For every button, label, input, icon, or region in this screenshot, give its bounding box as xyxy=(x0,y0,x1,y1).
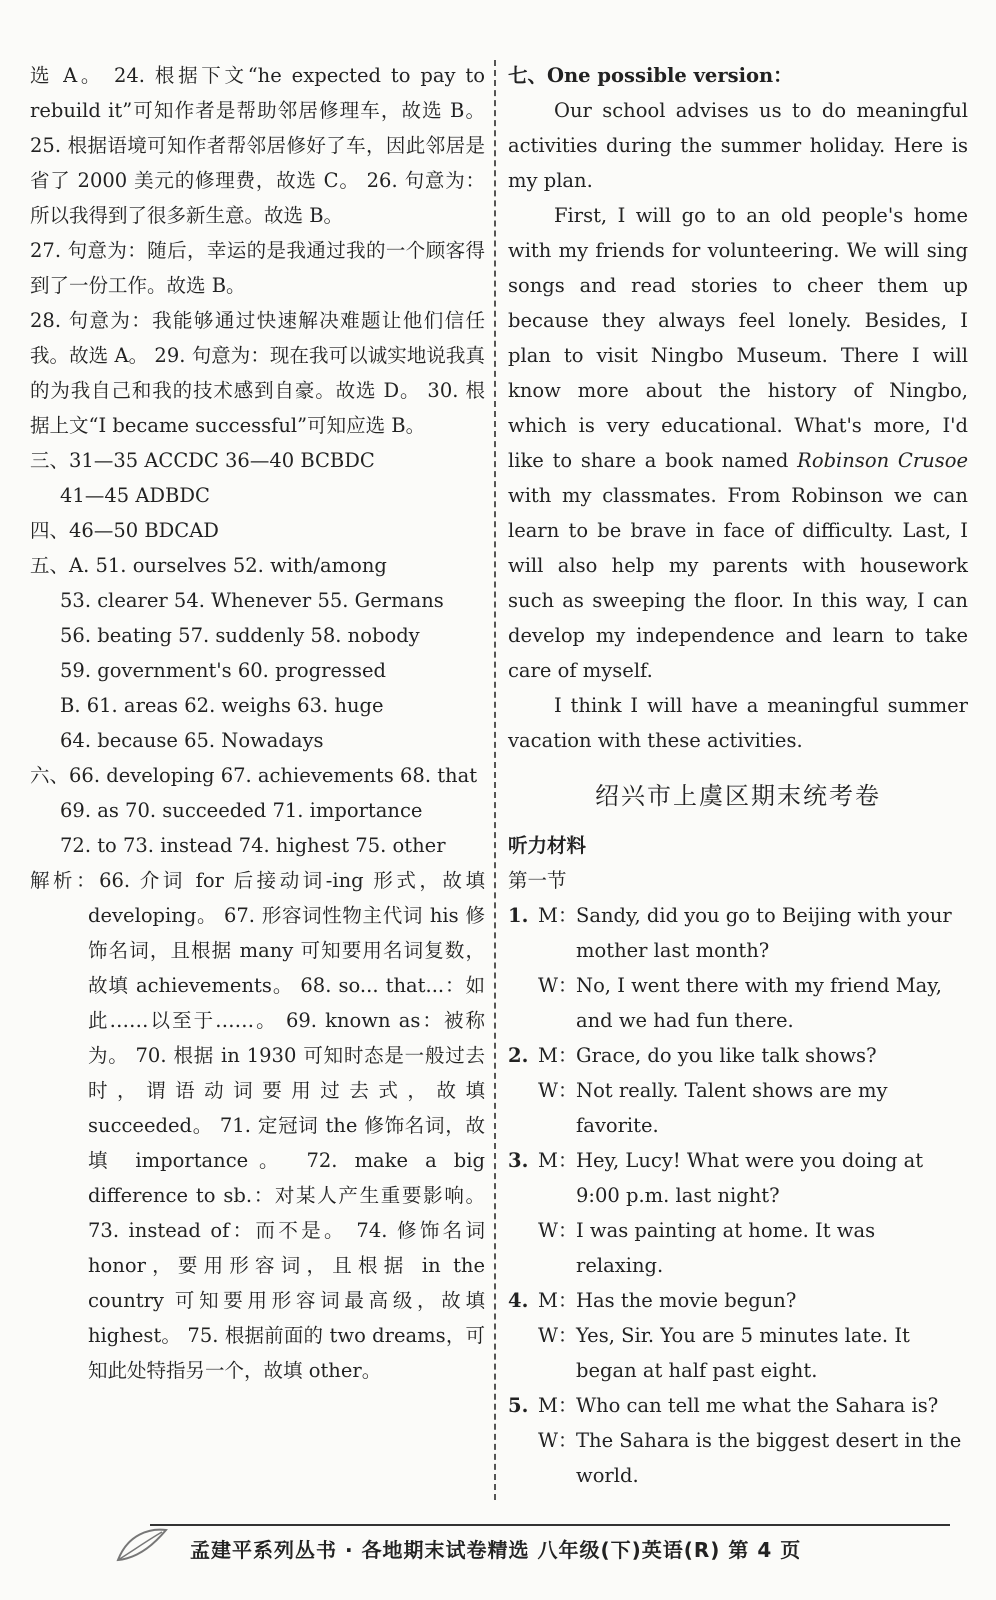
dialog-number: 5. xyxy=(508,1394,529,1417)
dialog-number: 2. xyxy=(508,1044,529,1067)
section-5-line-1: 五、A. 51. ourselves 52. with/among xyxy=(30,554,387,577)
dialog-line xyxy=(508,968,968,1038)
dialog-text: The Sahara is the biggest desert in the world. xyxy=(576,1429,962,1487)
dialog-text: Not really. Talent shows are my favorite. xyxy=(576,1079,888,1137)
speaker: M： xyxy=(538,1289,578,1312)
speaker: W： xyxy=(538,974,578,997)
speaker: W： xyxy=(538,1219,578,1242)
dialog-line xyxy=(508,1283,968,1318)
dialog-line xyxy=(508,1423,968,1493)
essay-para-1: Our school advises us to do meaningful activities during the summer holiday. Here is my plan. xyxy=(508,99,968,192)
speaker: M： xyxy=(538,904,578,927)
page-footer xyxy=(0,1522,996,1572)
essay-para-3: I think I will have a meaningful summer vacation with these activities. xyxy=(508,694,968,752)
dialog-text: Hey, Lucy! What were you doing at 9:00 p.m. last night? xyxy=(576,1149,924,1207)
dialog-number: 3. xyxy=(508,1149,529,1172)
dialog-text: I was painting at home. It was relaxing. xyxy=(576,1219,876,1277)
dialog-text: No, I went there with my friend May, and we had fun there. xyxy=(576,974,942,1032)
column-divider xyxy=(494,60,496,1500)
speaker: M： xyxy=(538,1394,578,1417)
speaker: W： xyxy=(538,1324,578,1347)
section-3-line-2: 41—45 ADBDC xyxy=(60,484,210,507)
dialog-line xyxy=(508,1388,968,1423)
left-column xyxy=(30,58,485,1388)
section-6-line-2: 69. as 70. succeeded 71. importance xyxy=(60,799,423,822)
section-6-line-1: 六、66. developing 67. achievements 68. that xyxy=(30,764,478,787)
dialog-list xyxy=(508,898,968,1493)
footer-text: 孟建平系列丛书 · 各地期末试卷精选 八年级(下)英语(R) 第 4 页 xyxy=(190,1538,802,1562)
section-5-line-5: B. 61. areas 62. weighs 63. huge xyxy=(60,694,384,717)
dialog-line xyxy=(508,1143,968,1213)
answer-para-27: 27. 句意为：随后，幸运的是我通过我的一个顾客得到了一份工作。故选 B。 xyxy=(30,239,485,297)
dialog-text: Grace, do you like talk shows? xyxy=(576,1044,877,1067)
dialog-line xyxy=(508,1073,968,1143)
section-4-line: 四、46—50 BDCAD xyxy=(30,519,219,542)
dialog-line xyxy=(508,1213,968,1283)
leaf-logo-icon xyxy=(110,1524,170,1568)
section-3-line-1: 三、31—35 ACCDC 36—40 BCBDC xyxy=(30,449,375,472)
dialog-text: Yes, Sir. You are 5 minutes late. It began at half past eight. xyxy=(576,1324,910,1382)
section-6-line-3: 72. to 73. instead 74. highest 75. other xyxy=(60,834,446,857)
section-7-heading: 七、One possible version： xyxy=(508,64,793,87)
section-5-line-3: 56. beating 57. suddenly 58. nobody xyxy=(60,624,420,647)
listening-materials-label: 听力材料 xyxy=(508,834,587,857)
speaker: W： xyxy=(538,1079,578,1102)
dialog-text: Sandy, did you go to Beijing with your mother last month? xyxy=(576,904,952,962)
dialog-line xyxy=(508,898,968,968)
essay-para-2-part-a: First, I will go to an old people's home with my friends for volunteering. We will sing songs and read stories to cheer them up because they always feel lonely. Besides, I plan to visit Ningbo Museum. There I will know more about the history of Ningbo, which is very educational. What's more, I'd like to share a book named xyxy=(508,204,968,472)
dialog-number: 4. xyxy=(508,1289,529,1312)
dialog-line xyxy=(508,1318,968,1388)
dialog-text: Who can tell me what the Sahara is? xyxy=(576,1394,939,1417)
section-5-line-4: 59. government's 60. progressed xyxy=(60,659,386,682)
book-title: Robinson Crusoe xyxy=(797,449,968,472)
explanation-para: 解析：66. 介词 for 后接动词-ing 形式，故填 developing。 67. 形容词性物主代词 his 修饰名词，且根据 many 可知要用名词复数，故填 achievements。 68. so... that...：如此……以至于……。 69. known as：被称为。 70. 根据 in 1930 可知时态是一般过去时，谓语动词要用过去式，故填 succeeded。 71. 定冠词 the 修饰名词，故填 importance。 72. make a big difference to sb.：对某人产生重要影响。 73. instead of：而不是。 74. 修饰名词 honor，要用形容词，且根据 in the country 可知要用形容词最高级，故填 highest。 75. 根据前面的 two dreams，可知此处特指另一个，故填 other。 xyxy=(30,869,485,1382)
dialog-line xyxy=(508,1038,968,1073)
speaker: M： xyxy=(538,1044,578,1067)
exam-title: 绍兴市上虞区期末统考卷 xyxy=(595,782,881,810)
answer-para-24-26: 选 A。 24. 根据下文“he expected to pay to rebuild it”可知作者是帮助邻居修理车，故选 B。 25. 根据语境可知作者帮邻居修好了车，因此邻居是省了 2000 美元的修理费，故选 C。 26. 句意为：所以我得到了很多新生意。故选 B。 xyxy=(30,64,485,227)
essay-para-2-part-c: with my classmates. From Robinson we can learn to be brave in face of difficulty. Last, I will also help my parents with housework such as sweeping the floor. In this way, I can develop my independence and learn to take care of myself. xyxy=(508,484,968,682)
footer-rule xyxy=(150,1524,950,1526)
dialog-text: Has the movie begun? xyxy=(576,1289,797,1312)
section-1-label: 第一节 xyxy=(508,869,567,892)
speaker: W： xyxy=(538,1429,578,1452)
essay-para-2 xyxy=(508,198,968,688)
speaker: M： xyxy=(538,1149,578,1172)
section-5-line-6: 64. because 65. Nowadays xyxy=(60,729,324,752)
section-5-line-2: 53. clearer 54. Whenever 55. Germans xyxy=(60,589,444,612)
right-column xyxy=(508,58,968,1493)
dialog-number: 1. xyxy=(508,904,529,927)
answer-para-28-30: 28. 句意为：我能够通过快速解决难题让他们信任我。故选 A。 29. 句意为：现在我可以诚实地说我真的为我自己和我的技术感到自豪。故选 D。 30. 根据上文“I became successful”可知应选 B。 xyxy=(30,309,485,437)
